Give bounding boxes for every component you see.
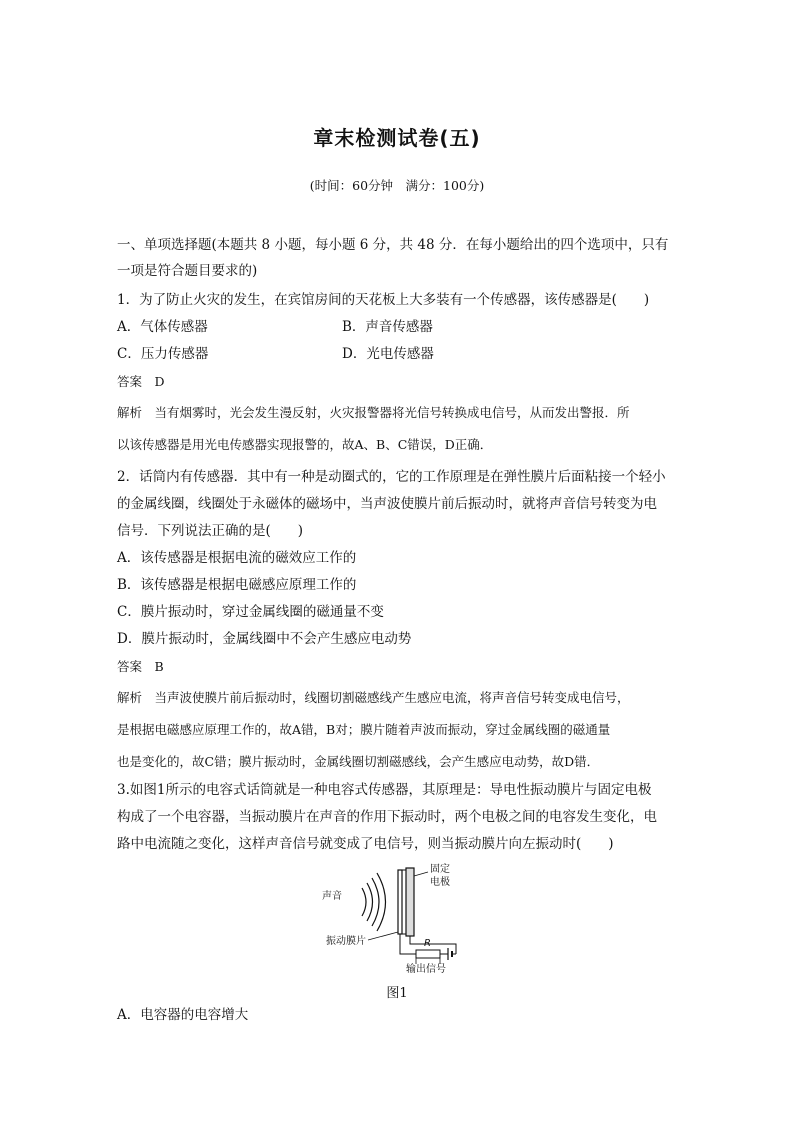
q1-explanation-line1: 解析 当有烟雾时，光会发生漫反射，火灾报警器将光信号转换成电信号，从而发出警报．所: [117, 405, 630, 420]
q2-explanation-line2: 是根据电磁感应原理工作的，故A错，B对；膜片随着声波而振动，穿过金属线圈的磁通量: [117, 722, 611, 737]
q3-stem-line2: 构成了一个电容器，当振动膜片在声音的作用下振动时，两个电极之间的电容发生变化，电: [117, 809, 657, 825]
q3-stem-line3: 路中电流随之变化，这样声音信号就变成了电信号，则当振动膜片向左振动时( ): [117, 836, 614, 852]
q2-stem-line2: 的金属线圈，线圈处于永磁体的磁场中，当声波使膜片前后振动时，就将声音信号转变为电: [117, 496, 657, 512]
section-heading-line1: 一、单项选择题(本题共 8 小题，每小题 6 分，共 48 分．在每小题给出的四个选项中，只有: [117, 237, 669, 253]
section-heading-line2: 一项是符合题目要求的): [117, 263, 258, 279]
q2-answer: 答案 B: [117, 659, 164, 674]
q3-option-a: A．电容器的电容增大: [117, 1007, 249, 1023]
resistor: [416, 950, 440, 958]
q1-explanation-line2: 以该传感器是用光电传感器实现报警的，故A、B、C错误，D正确．: [117, 437, 493, 452]
q1-options-row1: [117, 318, 679, 336]
q1-answer: 答案 D: [117, 374, 165, 389]
q3-stem-line1: 3.如图1所示的电容式话筒就是一种电容式传感器，其原理是：导电性振动膜片与固定电极: [117, 782, 652, 798]
q2-explanation-line3: 也是变化的，故C错；膜片振动时，金属线圈切割磁感线，会产生感应电动势，故D错．: [117, 754, 600, 769]
q2-option-a: A．该传感器是根据电流的磁效应工作的: [117, 550, 357, 566]
q2-option-d: D．膜片振动时，金属线圈中不会产生感应电动势: [117, 631, 412, 647]
label-output-signal: 输出信号: [406, 964, 446, 974]
vibrating-membrane: [398, 870, 402, 934]
q2-option-b: B．该传感器是根据电磁感应原理工作的: [117, 577, 357, 593]
q2-stem-line1: 2．话筒内有传感器．其中有一种是动圈式的，它的工作原理是在弹性膜片后面粘接一个轻小: [117, 469, 666, 485]
q1-option-a: A．气体传感器: [117, 319, 208, 335]
q2-explanation-line1: 解析 当声波使膜片前后振动时，线圈切割磁感线产生感应电流，将声音信号转变成电信号，: [117, 690, 630, 705]
q1-option-c: C．压力传感器: [117, 346, 209, 362]
exam-info: (时间：60分钟 满分：100分): [309, 178, 485, 193]
q1-stem: 1．为了防止火灾的发生，在宾馆房间的天花板上大多装有一个传感器，该传感器是( ): [117, 292, 650, 308]
label-fixed-electrode-2: 电极: [430, 877, 450, 888]
q1-option-b: B．声音传感器: [342, 319, 433, 335]
page-title: 章末检测试卷(五): [313, 126, 481, 150]
q2-stem-line3: 信号．下列说法正确的是( ): [117, 523, 304, 539]
figure-caption: 图1: [386, 986, 408, 1001]
q1-options-row2: [117, 345, 679, 363]
sound-waves: [362, 873, 386, 931]
label-sound: 声音: [322, 891, 342, 902]
label-r: R: [424, 938, 431, 949]
label-fixed-electrode-1: 固定: [430, 864, 450, 875]
capacitor-microphone-diagram: [318, 858, 478, 974]
q2-option-c: C．膜片振动时，穿过金属线圈的磁通量不变: [117, 604, 384, 620]
fixed-electrode: [406, 868, 414, 936]
q1-option-d: D．光电传感器: [342, 346, 434, 362]
label-membrane: 振动膜片: [326, 936, 366, 947]
